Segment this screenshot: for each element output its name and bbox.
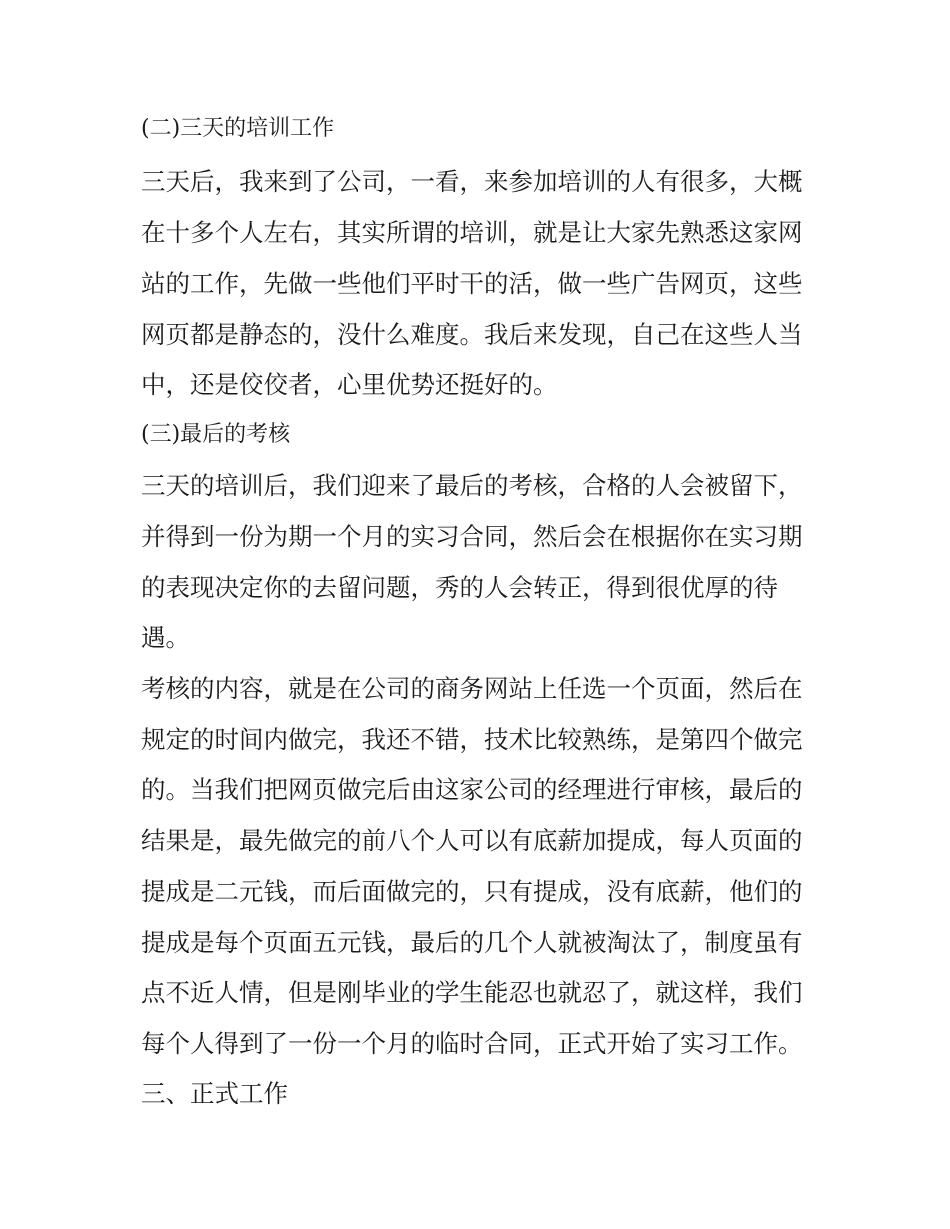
paragraph-line: 网页都是静态的，没什么难度。我后来发现，自己在这些人当 bbox=[141, 320, 803, 349]
paragraph-line: 并得到一份为期一个月的实习合同，然后会在根据你在实习期 bbox=[141, 522, 803, 551]
paragraph-line: 三天的培训后，我们迎来了最后的考核，合格的人会被留下， bbox=[141, 471, 803, 500]
paragraph-line: 提成是二元钱，而后面做完的，只有提成，没有底薪，他们的 bbox=[141, 877, 803, 906]
section-heading-assessment: (三)最后的考核 bbox=[141, 422, 291, 447]
section-heading-training: (二)三天的培训工作 bbox=[141, 116, 335, 141]
paragraph-line: 的。当我们把网页做完后由这家公司的经理进行审核，最后的 bbox=[141, 775, 803, 804]
paragraph-line: 站的工作，先做一些他们平时干的活，做一些广告网页，这些 bbox=[141, 269, 803, 298]
paragraph-line: 规定的时间内做完，我还不错，技术比较熟练，是第四个做完 bbox=[141, 725, 803, 754]
paragraph-line: 结果是，最先做完的前八个人可以有底薪加提成，每人页面的 bbox=[141, 826, 803, 855]
paragraph-line: 中，还是佼佼者，心里优势还挺好的。 bbox=[141, 370, 558, 399]
paragraph-line: 提成是每个页面五元钱，最后的几个人就被淘汰了，制度虽有 bbox=[141, 928, 803, 957]
paragraph-line: 考核的内容，就是在公司的商务网站上任选一个页面，然后在 bbox=[141, 674, 803, 703]
paragraph-line: 点不近人情，但是刚毕业的学生能忍也就忍了，就这样，我们 bbox=[141, 978, 803, 1007]
paragraph-line: 的表现决定你的去留问题，秀的人会转正，得到很优厚的待 bbox=[141, 573, 778, 602]
section-heading-formal-work: 三、正式工作 bbox=[141, 1079, 288, 1108]
paragraph-line: 三天后，我来到了公司，一看，来参加培训的人有很多，大概 bbox=[141, 167, 803, 196]
paragraph-line: 在十多个人左右，其实所谓的培训，就是让大家先熟悉这家网 bbox=[141, 218, 803, 247]
paragraph-line: 遇。 bbox=[141, 623, 190, 652]
paragraph-line: 每个人得到了一份一个月的临时合同，正式开始了实习工作。 bbox=[141, 1029, 803, 1058]
